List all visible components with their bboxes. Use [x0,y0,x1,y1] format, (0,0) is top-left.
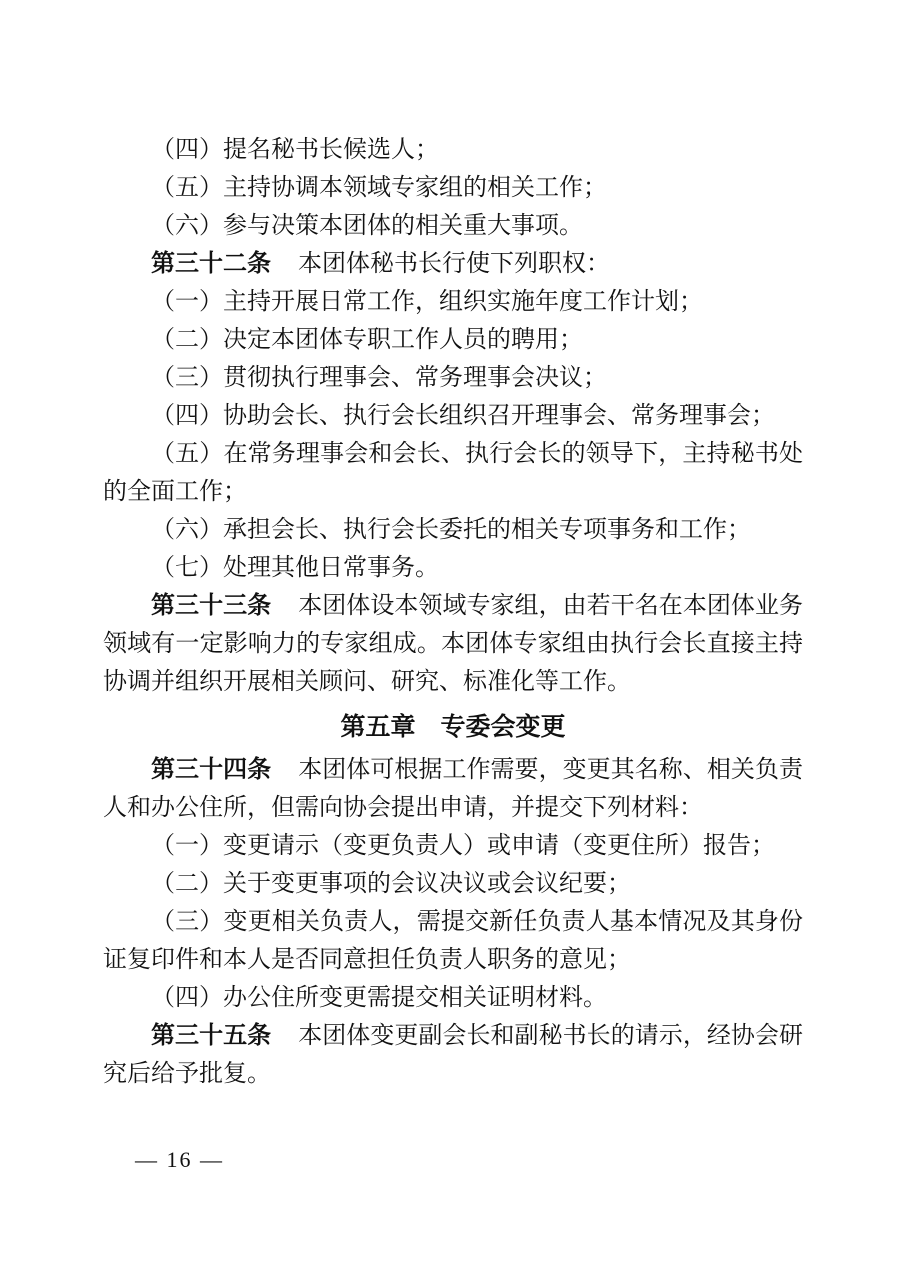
paragraph: （一）主持开展日常工作，组织实施年度工作计划； [151,289,703,315]
paragraph: 第三十四条 本团体可根据工作需要，变更其名称、相关负责人和办公住所，但需向协会提出申请，并提交下列材料： [103,757,804,821]
paragraph: （三）变更相关负责人，需提交新任负责人基本情况及其身份证复印件和本人是否同意担任负责人职务的意见； [103,909,803,973]
paragraph: （二）关于变更事项的会议决议或会议纪要； [151,871,631,897]
paragraph: （三）贯彻执行理事会、常务理事会决议； [151,365,607,391]
paragraph: （五）主持协调本领域专家组的相关工作； [151,175,607,201]
page-number: — 16 — [135,1147,224,1172]
article-number: 第三十二条 [151,251,271,277]
document-body [103,131,803,1093]
paragraph: 第三十三条 本团体设本领域专家组，由若干名在本团体业务领域有一定影响力的专家组成。本团体专家组由执行会长直接主持协调并组织开展相关顾问、研究、标准化等工作。 [103,593,804,695]
paragraph: （七）处理其他日常事务。 [151,555,439,581]
article-number: 第三十五条 [151,1023,272,1049]
paragraph: 第三十二条 本团体秘书长行使下列职权： [151,251,610,277]
paragraph: （五）在常务理事会和会长、执行会长的领导下，主持秘书处的全面工作； [103,441,803,505]
paragraph: （六）参与决策本团体的相关重大事项。 [151,213,583,239]
paragraph: （一）变更请示（变更负责人）或申请（变更住所）报告； [151,833,775,859]
article-number: 第三十四条 [151,757,272,783]
paragraph: （四）提名秘书长候选人； [151,137,439,163]
paragraph: （二）决定本团体专职工作人员的聘用； [151,327,583,353]
article-number: 第三十三条 [151,593,272,619]
paragraph: （四）办公住所变更需提交相关证明材料。 [151,985,607,1011]
paragraph: （四）协助会长、执行会长组织召开理事会、常务理事会； [151,403,775,429]
paragraph: （六）承担会长、执行会长委托的相关专项事务和工作； [151,517,751,543]
paragraph: 第三十五条 本团体变更副会长和副秘书长的请示，经协会研究后给予批复。 [103,1023,804,1087]
chapter-heading: 第五章 专委会变更 [340,713,566,741]
